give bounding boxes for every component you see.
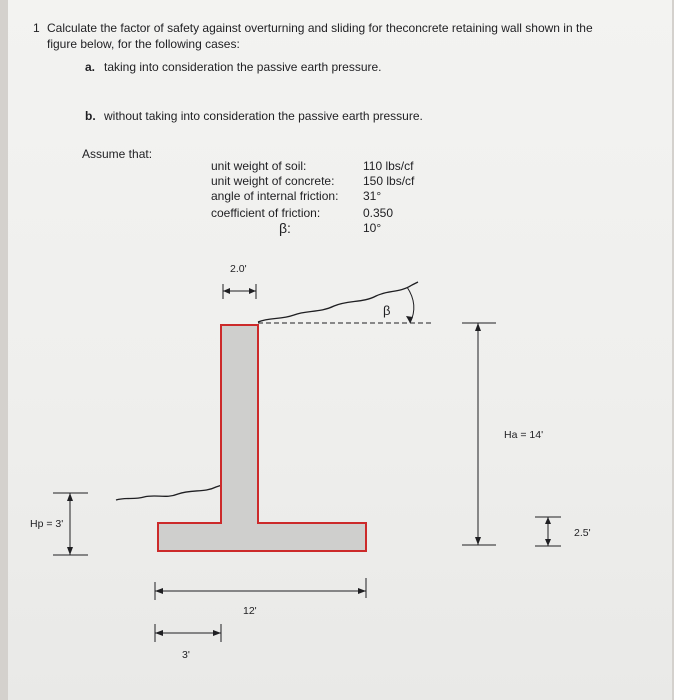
- ha-label: Ha = 14': [504, 429, 544, 441]
- assumption-value: 31°: [363, 189, 382, 203]
- footing-thickness-dimension: [535, 517, 561, 546]
- case-a-text: taking into consideration the passive earth pressure.: [104, 60, 382, 74]
- problem-statement-line2: figure below, for the following cases:: [47, 37, 240, 51]
- case-a-label: a.: [85, 60, 96, 74]
- assumption-value: 10°: [363, 221, 382, 235]
- assumption-label: unit weight of concrete:: [211, 174, 335, 188]
- hp-label: Hp = 3': [30, 518, 64, 530]
- toe-length-dimension: [155, 624, 221, 642]
- backfill-ground-line: [258, 282, 418, 322]
- stem-width-dimension: [223, 284, 256, 299]
- base-length-dimension: [155, 578, 366, 600]
- worksheet-page: [8, 0, 672, 700]
- assumption-label: coefficient of friction:: [211, 206, 321, 220]
- beta-label: β: [383, 303, 391, 318]
- assumption-value: 0.350: [363, 206, 394, 220]
- assumption-value: 110 lbs/cf: [363, 159, 414, 173]
- assumption-label-beta: β:: [279, 220, 291, 236]
- assumption-label: unit weight of soil:: [211, 159, 307, 173]
- stem-width-label: 2.0': [230, 263, 247, 275]
- retaining-wall: [158, 325, 366, 551]
- toe-length-label: 3': [182, 649, 190, 661]
- retaining-wall-figure: [8, 0, 672, 700]
- assume-heading: Assume that:: [82, 147, 153, 161]
- problem-statement-line1: Calculate the factor of safety against overturning and sliding for theconcrete retaining wall shown in the: [47, 21, 593, 35]
- base-length-label: 12': [243, 605, 257, 617]
- problem-number: 1: [33, 21, 40, 35]
- passive-ground-line: [116, 485, 222, 500]
- case-b-label: b.: [85, 109, 96, 123]
- case-b-text: without taking into consideration the passive earth pressure.: [104, 109, 423, 123]
- assumption-value: 150 lbs/cf: [363, 174, 415, 188]
- assumption-label: angle of internal friction:: [211, 189, 339, 203]
- footing-thickness-label: 2.5': [574, 527, 591, 539]
- ha-dimension: [462, 323, 496, 545]
